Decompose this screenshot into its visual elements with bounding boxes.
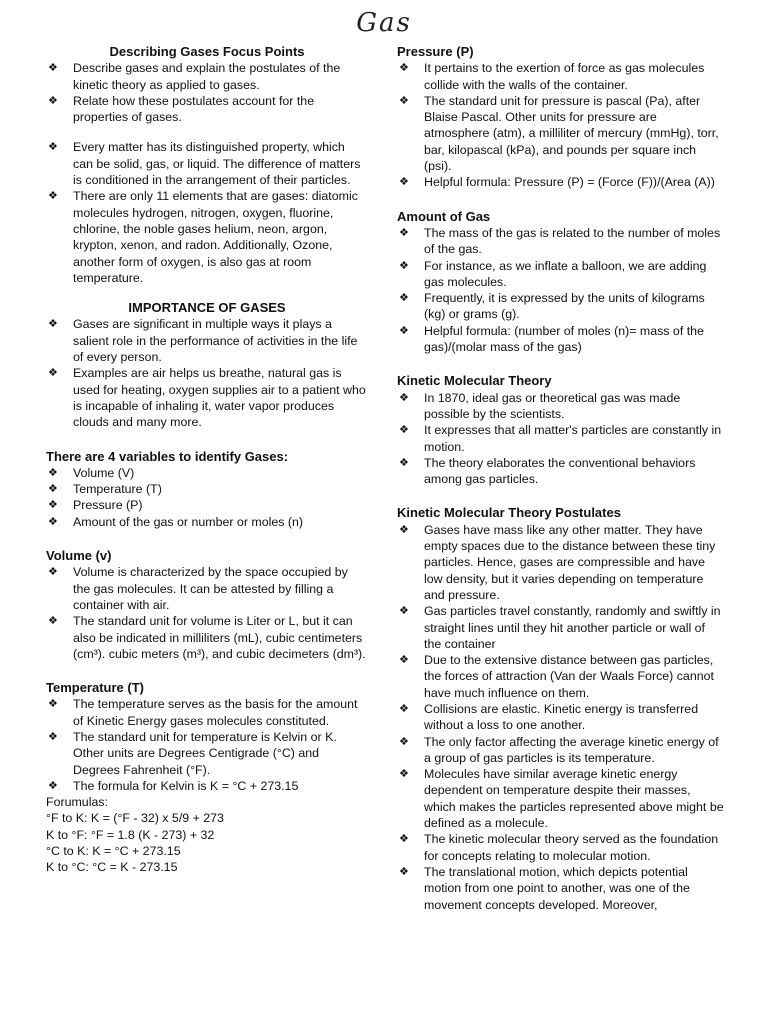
importance-heading: IMPORTANCE OF GASES [128,300,286,316]
list-item: ❖ Gases are significant in multiple ways it plays a salient role in the performance of activities in the life of every person. [46,316,368,365]
variables-list [46,465,368,530]
list-item: ❖ There are only 11 elements that are gases: diatomic molecules hydrogen, nitrogen, oxygen, fluorine, chlorine, the noble gases helium, neon, argon, krypton, xenon, and radon. Additionally, Ozone, another form of oxygen, is also gas at room temperature. [46,188,368,286]
list-item: ❖ The kinetic molecular theory served as the foundation for concepts relating to molecular motion. [397,831,725,864]
list-item: ❖ The standard unit for temperature is Kelvin or K. Other units are Degrees Centigrade (°C) and Degrees Fahrenheit (°F). [46,729,368,778]
list-item: ❖ It expresses that all matter's particles are constantly in motion. [397,422,725,455]
list-item: ❖ Frequently, it is expressed by the units of kilograms (kg) or grams (g). [397,290,725,323]
list-item: ❖ The only factor affecting the average kinetic energy of a group of gas particles is its temperature. [397,734,725,767]
list-item: ❖ Helpful formula: Pressure (P) = (Force (F))/(Area (A)) [397,174,725,190]
list-item: ❖ The standard unit for volume is Liter or L, but it can also be indicated in milliliters (mL), cubic centimeters (cm³). cubic meters (m³), and cubic decimeters (dm³). [46,613,368,662]
list-item: ❖ The temperature serves as the basis for the amount of Kinetic Energy gases molecules constituted. [46,696,368,729]
postulates-list [397,522,725,913]
list-item: ❖ Volume (V) [46,465,368,481]
list-item: ❖ Temperature (T) [46,481,368,497]
list-item: ❖ Examples are air helps us breathe, natural gas is used for heating, oxygen supplies air to a patient who is incapable of inhaling it, water vapor produces clouds and many more. [46,365,368,430]
list-item: ❖ Due to the extensive distance between gas particles, the forces of attraction (Van der Waals Force) cannot have much influence on them. [397,652,725,701]
list-item: ❖ Molecules have similar average kinetic energy dependent on temperature despite their masses, which makes the particles represented above might be defined as a molecule. [397,766,725,831]
list-item: ❖ The translational motion, which depicts potential motion from one point to another, was one of the movement concepts developed. Moreover, [397,864,725,913]
formula-line: K to °F: °F = 1.8 (K - 273) + 32 [46,827,215,842]
list-item: ❖ For instance, as we inflate a balloon, we are adding gas molecules. [397,258,725,291]
pressure-heading: Pressure (P) [397,44,474,59]
list-item: ❖ Every matter has its distinguished property, which can be solid, gas, or liquid. The difference of matters is conditioned in the arrangement of their particles. [46,139,368,188]
importance-list [46,316,368,430]
temperature-heading: Temperature (T) [46,680,144,696]
kmt-heading: Kinetic Molecular Theory [397,373,552,389]
list-item: ❖ The mass of the gas is related to the number of moles of the gas. [397,225,725,258]
formula-line: °C to K: K = °C + 273.15 [46,844,181,859]
list-item: ❖ Amount of the gas or number or moles (n) [46,514,368,530]
intro-list [46,139,368,286]
list-item: ❖ Gases have mass like any other matter. They have empty spaces due to the distance between these tiny particles. Hence, gases are compressible and have low density, but it varies depending on temperature and pressure. [397,522,725,603]
volume-list [46,564,368,662]
list-item: ❖ Describe gases and explain the postulates of the kinetic theory as applied to gases. [46,60,368,93]
focus-list [46,60,368,125]
list-item: ❖ Volume is characterized by the space occupied by the gas molecules. It can be attested by filling a container with air. [46,564,368,613]
list-item: ❖ The formula for Kelvin is K = °C + 273.15 [46,778,368,794]
list-item: ❖ The theory elaborates the conventional behaviors among gas particles. [397,455,725,488]
list-item: ❖ Helpful formula: (number of moles (n)= mass of the gas)/(molar mass of the gas) [397,323,725,356]
kmt-list [397,390,725,488]
list-item: ❖ Pressure (P) [46,497,368,513]
volume-heading: Volume (v) [46,548,112,564]
amount-heading: Amount of Gas [397,208,491,224]
list-item: ❖ Relate how these postulates account for the properties of gases. [46,93,368,126]
temperature-list [46,696,368,794]
amount-list [397,225,725,355]
variables-heading: There are 4 variables to identify Gases: [46,448,289,464]
pressure-list [397,60,725,190]
postulates-heading: Kinetic Molecular Theory Postulates [397,505,621,521]
list-item: ❖ It pertains to the exertion of force as gas molecules collide with the walls of the container. [397,60,725,93]
focus-heading: Describing Gases Focus Points [109,44,305,59]
right-column [397,44,725,913]
left-column [46,44,368,876]
page-title: Gas [356,8,412,38]
list-item: ❖ The standard unit for pressure is pascal (Pa), after Blaise Pascal. Other units for pressure are atmosphere (atm), a milliliter of mercury (mmHg), torr, bar, kilopascal (kPa), and pounds per square inch (psi). [397,93,725,174]
formulas-label: Forumulas: [46,795,108,810]
list-item: ❖ Collisions are elastic. Kinetic energy is transferred without a loss to one another. [397,701,725,734]
list-item: ❖ Gas particles travel constantly, randomly and swiftly in straight lines until they hit another particle or wall of the container [397,603,725,652]
formula-line: K to °C: °C = K - 273.15 [46,860,178,875]
formula-line: °F to K: K = (°F - 32) x 5/9 + 273 [46,811,224,826]
list-item: ❖ In 1870, ideal gas or theoretical gas was made possible by the scientists. [397,390,725,423]
